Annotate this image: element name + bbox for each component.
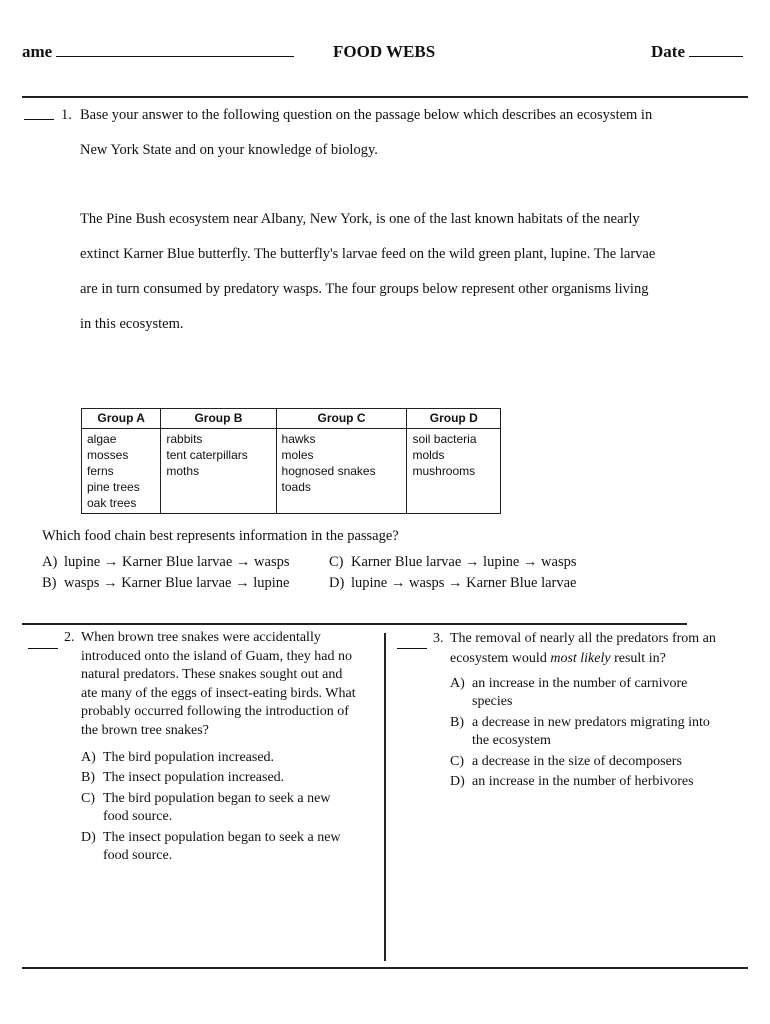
organism: algae	[87, 432, 117, 446]
option-text: the ecosystem	[472, 733, 551, 748]
column-header: Group A	[82, 409, 161, 429]
q3-option-a[interactable]	[450, 675, 750, 711]
name-blank[interactable]	[56, 56, 294, 57]
page-title: FOOD WEBS	[333, 42, 436, 61]
q1-option-a[interactable]	[42, 553, 290, 571]
q1-option-b[interactable]	[42, 574, 290, 592]
option-letter: B)	[81, 770, 95, 785]
answer-blank-q2[interactable]	[28, 648, 58, 649]
option-letter: D)	[329, 575, 345, 591]
organism: tent caterpillars	[166, 448, 248, 462]
passage-line: in this ecosystem.	[80, 316, 184, 332]
organism: oak trees	[87, 496, 137, 510]
q3-option-c[interactable]	[450, 753, 750, 771]
passage-line: are in turn consumed by predatory wasps. The four groups below represent other organisms living	[80, 281, 649, 297]
organism: rabbits	[166, 432, 203, 446]
q1-option-c[interactable]	[329, 553, 577, 571]
group-a-cell	[82, 429, 161, 514]
option-text: a decrease in new predators migrating into	[472, 715, 710, 730]
q1-option-d[interactable]	[329, 574, 577, 592]
option-text: The insect population increased.	[103, 770, 285, 785]
option-text: species	[472, 694, 513, 709]
q2-option-b[interactable]	[81, 769, 381, 787]
organism: hognosed snakes	[281, 464, 376, 478]
option-letter: D)	[81, 830, 96, 845]
organism: moles	[281, 448, 314, 462]
q1-stem-line1: Base your answer to the following question on the passage below which describes an ecosystem in	[80, 107, 653, 123]
column-header: Group D	[407, 409, 501, 429]
passage-line: The Pine Bush ecosystem near Albany, New York, is one of the last known habitats of the nearly	[80, 211, 640, 227]
option-letter: B)	[450, 715, 464, 730]
q3-option-b[interactable]	[450, 714, 750, 750]
option-text: lupine → wasps → Karner Blue larvae	[351, 575, 577, 591]
q1-number: 1.	[61, 107, 72, 123]
group-d-cell	[407, 429, 501, 514]
option-text: an increase in the number of herbivores	[472, 774, 694, 789]
organism: hawks	[281, 432, 316, 446]
table-row	[82, 429, 501, 514]
option-letter: C)	[81, 791, 95, 806]
q2-stem-line: natural predators. These snakes sought out and	[81, 667, 343, 682]
option-text: food source.	[103, 809, 173, 824]
organism: ferns	[87, 464, 114, 478]
option-text: lupine → Karner Blue larvae → wasps	[64, 554, 290, 570]
name-field[interactable]	[22, 42, 294, 62]
option-text: wasps → Karner Blue larvae → lupine	[64, 575, 290, 591]
option-letter: A)	[81, 750, 96, 765]
organism: toads	[281, 480, 311, 494]
date-field[interactable]	[651, 42, 743, 62]
q2-option-a[interactable]	[81, 749, 381, 767]
option-letter: A)	[42, 554, 58, 570]
name-label: ame	[22, 42, 53, 61]
organism: molds	[412, 448, 445, 462]
option-letter: C)	[450, 754, 464, 769]
organism: mushrooms	[412, 464, 476, 478]
q2-stem-line: When brown tree snakes were accidentally	[81, 630, 321, 645]
q3-stem-emphasis: most likely	[550, 650, 611, 666]
q3-stem-line	[450, 649, 716, 669]
option-text: The bird population increased.	[103, 750, 275, 765]
q3-number: 3.	[433, 631, 444, 646]
option-text: The insect population began to seek a new	[103, 830, 341, 845]
organism-groups-table	[81, 408, 501, 514]
option-text: food source.	[103, 848, 173, 863]
q2-stem	[81, 629, 356, 740]
option-letter: A)	[450, 676, 465, 691]
q2-stem-line: probably occurred following the introduction of	[81, 704, 349, 719]
date-blank[interactable]	[689, 56, 743, 57]
passage-line: extinct Karner Blue butterfly. The butterfly's larvae feed on the wild green plant, lupine. The larvae	[80, 246, 656, 262]
section-divider	[22, 623, 687, 625]
q1-stem-line2: New York State and on your knowledge of biology.	[80, 142, 378, 158]
organism: pine trees	[87, 480, 140, 494]
q3-stem-text: result in?	[610, 650, 666, 666]
header-divider	[22, 96, 748, 98]
date-label: Date	[651, 42, 685, 61]
q3-option-d[interactable]	[450, 773, 750, 791]
option-letter: C)	[329, 554, 344, 570]
option-letter: D)	[450, 774, 465, 789]
column-header: Group C	[276, 409, 407, 429]
footer-divider	[22, 967, 748, 969]
column-header: Group B	[161, 409, 276, 429]
group-c-cell	[276, 429, 407, 514]
organism: moths	[166, 464, 200, 478]
option-text: an increase in the number of carnivore	[472, 676, 688, 691]
option-text: The bird population began to seek a new	[103, 791, 331, 806]
option-letter: B)	[42, 575, 57, 591]
group-b-cell	[161, 429, 276, 514]
q2-option-d[interactable]	[81, 829, 381, 865]
answer-blank-q1[interactable]	[24, 119, 54, 120]
q2-option-c[interactable]	[81, 790, 381, 826]
answer-blank-q3[interactable]	[397, 648, 427, 649]
q2-stem-line: the brown tree snakes?	[81, 722, 209, 738]
q3-stem-line: The removal of nearly all the predators from an	[450, 631, 716, 646]
q2-stem-line: ate many of the eggs of insect-eating birds. What	[81, 685, 356, 701]
option-text: a decrease in the size of decomposers	[472, 754, 682, 769]
q3-stem-text: ecosystem would	[450, 650, 551, 666]
organism: soil bacteria	[412, 432, 477, 446]
organism: mosses	[87, 448, 129, 462]
q3-stem	[450, 629, 716, 668]
q1-question: Which food chain best represents information in the passage?	[42, 528, 399, 544]
q2-stem-line: introduced onto the island of Guam, they had no	[81, 648, 352, 664]
q2-number: 2.	[64, 630, 75, 645]
column-divider	[384, 633, 386, 961]
option-text: Karner Blue larvae → lupine → wasps	[351, 554, 577, 570]
table-header-row	[82, 409, 501, 429]
